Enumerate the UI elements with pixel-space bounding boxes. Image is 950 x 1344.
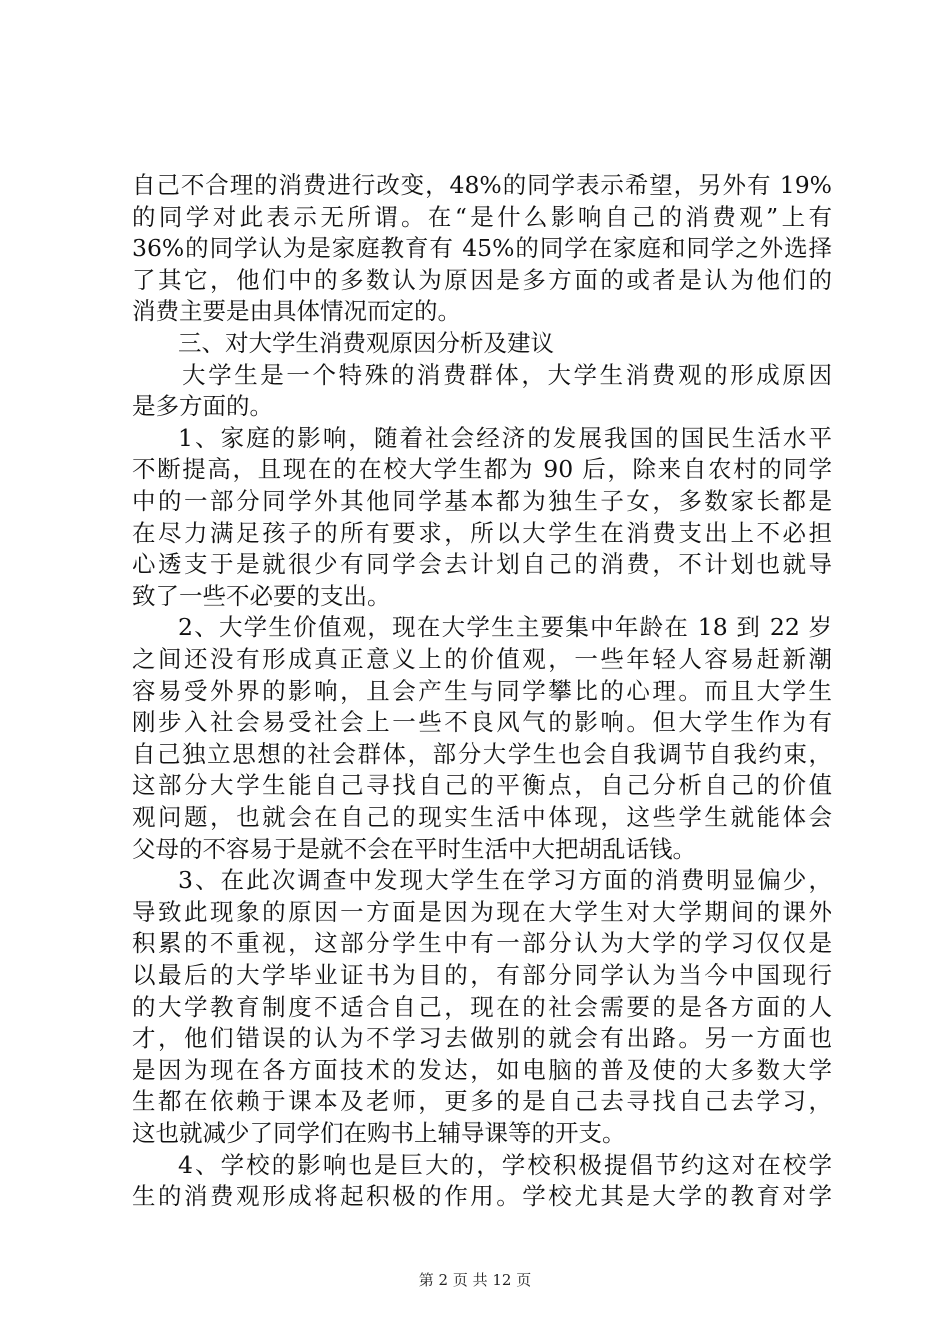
text-line: 不断提高，且现在的在校大学生都为 90 后，除来自农村的同学 [132,455,832,484]
text-line: 4、学校的影响也是巨大的，学校积极提倡节约这对在校学 [178,1150,832,1179]
text-line: 36%的同学认为是家庭教育有 45%的同学在家庭和同学之外选择 [132,234,832,263]
text-line: 容易受外界的影响，且会产生与同学攀比的心理。而且大学生 [132,676,832,705]
text-line: 积累的不重视，这部分学生中有一部分认为大学的学习仅仅是 [132,929,832,958]
text-line: 父母的不容易于是就不会在平时生活中大把胡乱话钱。 [132,834,696,863]
text-line: 消费主要是由具体情况而定的。 [132,297,461,326]
text-line: 之间还没有形成真正意义上的价值观，一些年轻人容易赶新潮 [132,645,832,673]
text-line: 2、大学生价值观，现在大学生主要集中年龄在 18 到 22 岁 [178,613,832,642]
text-line: 才，他们错误的认为不学习去做别的就会有出路。另一方面也 [132,1024,832,1053]
text-line: 是多方面的。 [132,392,273,421]
text-line: 的同学对此表示无所谓。在“是什么影响自己的消费观”上有 [132,202,832,231]
text-line: 生的消费观形成将起积极的作用。学校尤其是大学的教育对学 [132,1182,832,1211]
section-heading: 三、对大学生消费观原因分析及建议 [178,329,554,357]
text-line: 这也就减少了同学们在购书上辅导课等的开支。 [132,1119,626,1147]
text-line: 这部分大学生能自己寻找自己的平衡点，自己分析自己的价值 [132,771,832,800]
text-line: 了其它，他们中的多数认为原因是多方面的或者是认为他们的 [132,265,832,294]
text-line: 是因为现在各方面技术的发达，如电脑的普及使的大多数大学 [132,1055,832,1084]
text-line: 的大学教育制度不适合自己，现在的社会需要的是各方面的人 [132,992,832,1021]
text-line: 生都在依赖于课本及老师，更多的是自己去寻找自己去学习， [132,1087,832,1116]
text-line: 自己独立思想的社会群体，部分大学生也会自我调节自我约束， [132,739,832,768]
text-line: 以最后的大学毕业证书为目的，有部分同学认为当今中国现行 [132,961,832,989]
text-line: 导致此现象的原因一方面是因为现在大学生对大学期间的课外 [132,897,832,926]
text-line: 3、在此次调查中发现大学生在学习方面的消费明显偏少， [178,866,832,895]
text-line: 刚步入社会易受社会上一些不良风气的影响。但大学生作为有 [132,708,832,737]
text-line: 致了一些不必要的支出。 [132,581,391,610]
text-line: 在尽力满足孩子的所有要求，所以大学生在消费支出上不必担 [132,518,832,547]
text-line: 1、家庭的影响，随着社会经济的发展我国的国民生活水平 [178,423,832,452]
text-line: 观问题，也就会在自己的现实生活中体现，这些学生就能体会 [132,803,832,831]
text-line: 中的一部分同学外其他同学基本都为独生子女，多数家长都是 [132,487,832,515]
text-line: 心透支于是就很少有同学会去计划自己的消费，不计划也就导 [132,550,832,579]
text-line: 自己不合理的消费进行改变，48%的同学表示希望，另外有 19% [132,171,832,199]
page-footer: 第 2 页 共 12 页 [418,1271,532,1289]
text-line: 大学生是一个特殊的消费群体，大学生消费观的形成原因 [182,360,832,389]
